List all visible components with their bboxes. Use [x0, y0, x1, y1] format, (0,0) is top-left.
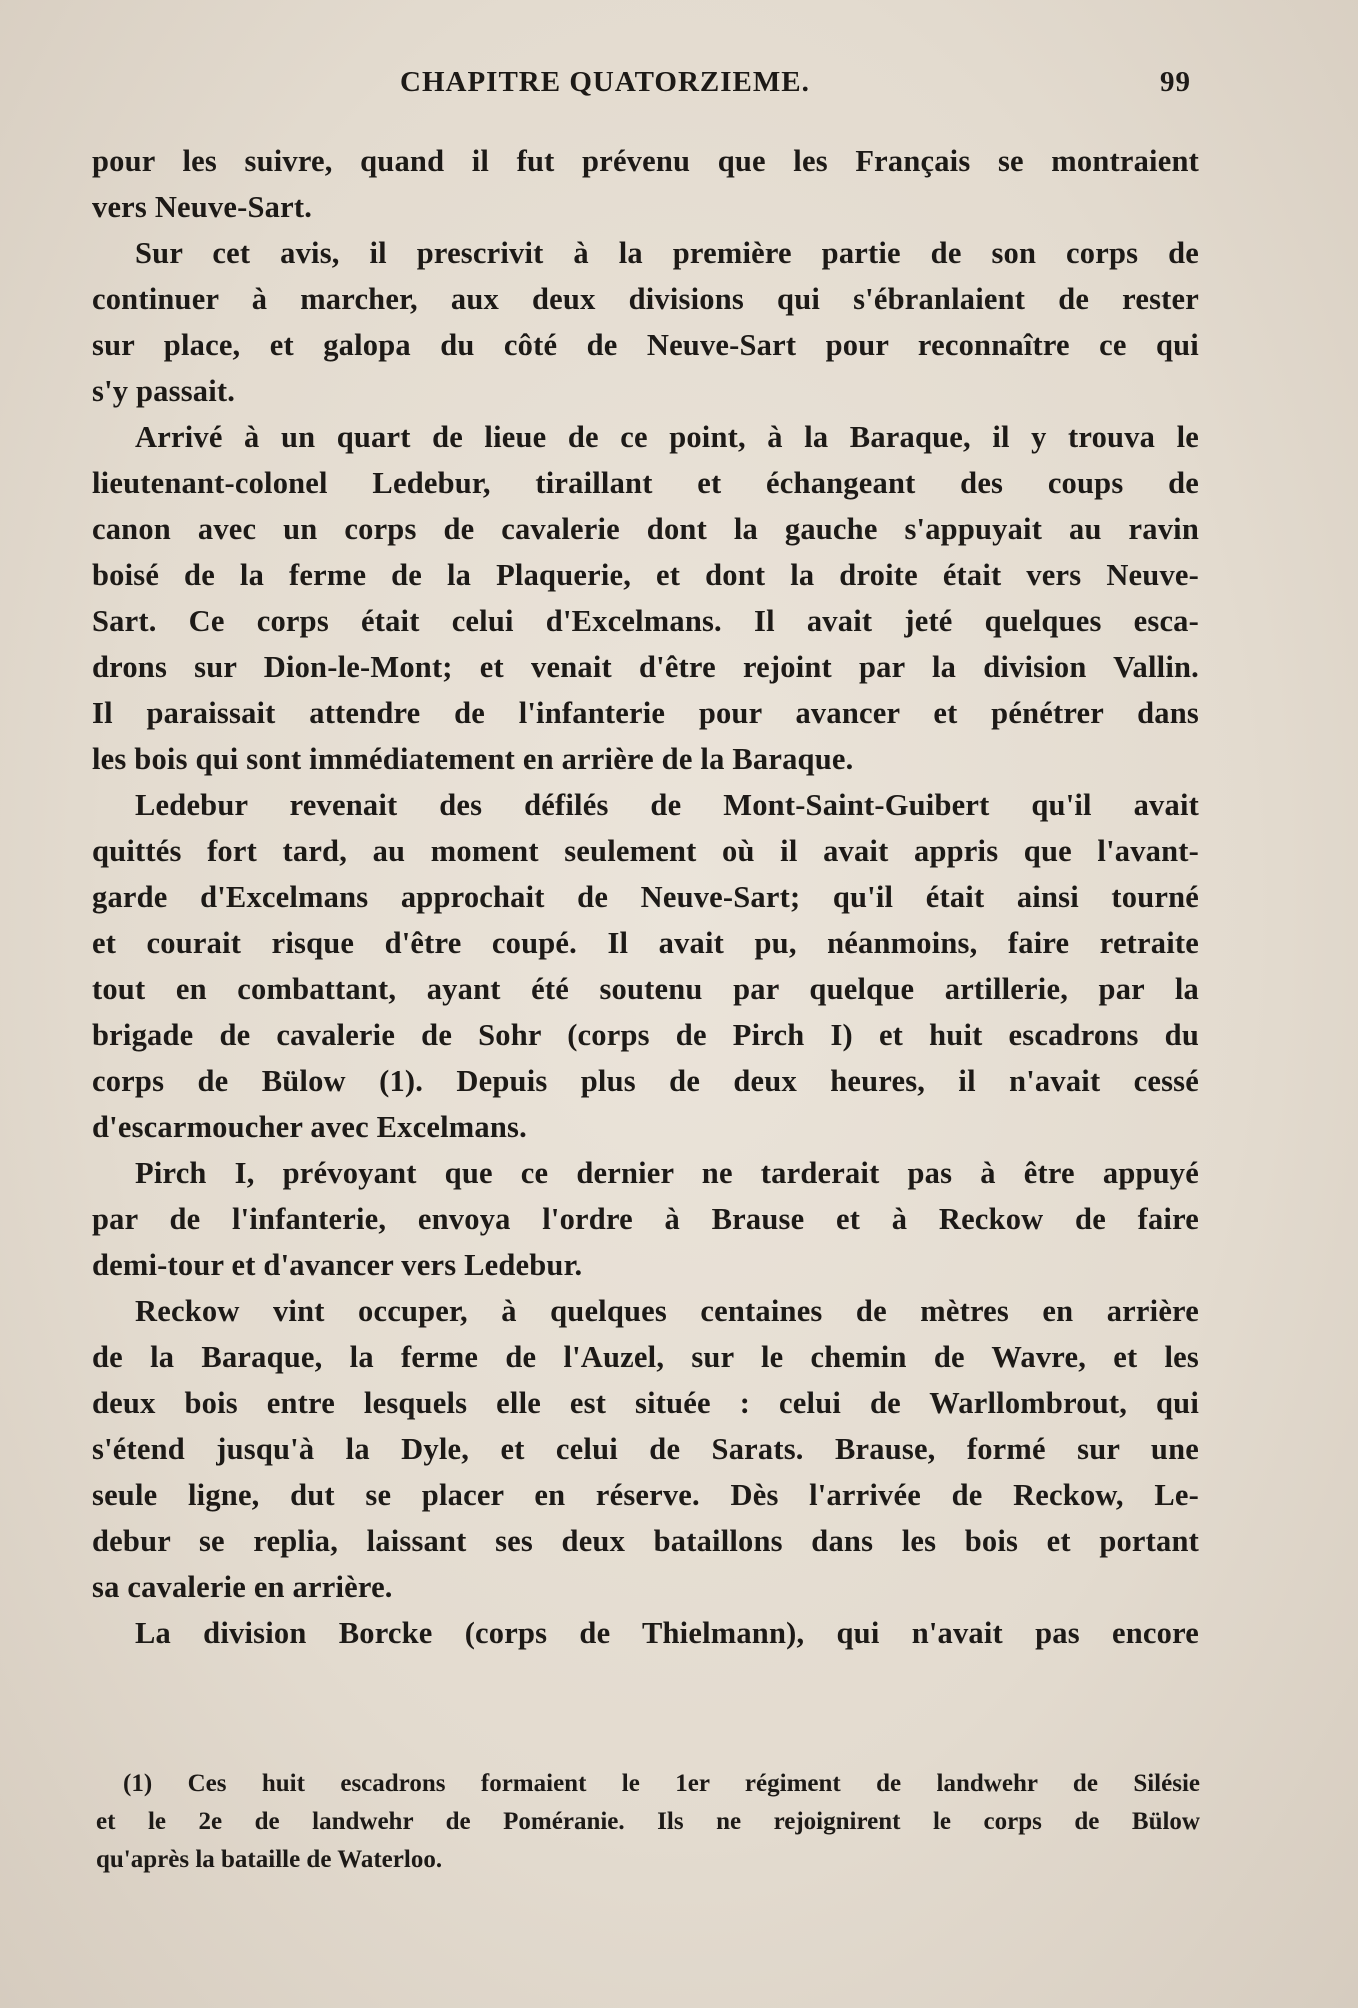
text-line: pour les suivre, quand il fut prévenu que les Français se montraient	[92, 144, 1199, 178]
footnote-line: (1) Ces huit escadrons formaient le 1er régiment de landwehr de Silésie	[123, 1770, 1200, 1797]
page-number: 99	[1160, 66, 1191, 98]
text-line: demi-tour et d'avancer vers Ledebur.	[92, 1248, 583, 1282]
text-line: brigade de cavalerie de Sohr (corps de Pirch I) et huit escadrons du	[92, 1018, 1199, 1052]
text-line: Reckow vint occuper, à quelques centaines de mètres en arrière	[135, 1294, 1199, 1328]
text-line: s'étend jusqu'à la Dyle, et celui de Sarats. Brause, formé sur une	[92, 1432, 1199, 1466]
text-line: vers Neuve-Sart.	[92, 190, 313, 224]
text-line: lieutenant-colonel Ledebur, tiraillant et échangeant des coups de	[92, 466, 1199, 500]
text-line: La division Borcke (corps de Thielmann), qui n'avait pas encore	[135, 1616, 1199, 1650]
text-line: sa cavalerie en arrière.	[92, 1570, 393, 1604]
text-line: deux bois entre lesquels elle est située : celui de Warllombrout, qui	[92, 1386, 1199, 1420]
text-line: Sart. Ce corps était celui d'Excelmans. Il avait jeté quelques esca-	[92, 604, 1199, 638]
text-line: Sur cet avis, il prescrivit à la première partie de son corps de	[135, 236, 1199, 270]
text-line: canon avec un corps de cavalerie dont la gauche s'appuyait au ravin	[92, 512, 1199, 546]
text-line: Arrivé à un quart de lieue de ce point, à la Baraque, il y trouva le	[135, 420, 1199, 454]
text-line: continuer à marcher, aux deux divisions qui s'ébranlaient de rester	[92, 282, 1199, 316]
text-line: par de l'infanterie, envoya l'ordre à Brause et à Reckow de faire	[92, 1202, 1199, 1236]
text-line: sur place, et galopa du côté de Neuve-Sart pour reconnaître ce qui	[92, 328, 1199, 362]
text-line: boisé de la ferme de la Plaquerie, et dont la droite était vers Neuve-	[92, 558, 1199, 592]
text-line: de la Baraque, la ferme de l'Auzel, sur le chemin de Wavre, et les	[92, 1340, 1199, 1374]
text-line: garde d'Excelmans approchait de Neuve-Sart; qu'il était ainsi tourné	[92, 880, 1199, 914]
text-line: debur se replia, laissant ses deux bataillons dans les bois et portant	[92, 1524, 1199, 1558]
text-line: d'escarmoucher avec Excelmans.	[92, 1110, 527, 1144]
footnote-line: qu'après la bataille de Waterloo.	[96, 1846, 443, 1873]
text-line: drons sur Dion-le-Mont; et venait d'être rejoint par la division Vallin.	[92, 650, 1199, 684]
text-line: quittés fort tard, au moment seulement où il avait appris que l'avant-	[92, 834, 1199, 868]
text-line: Pirch I, prévoyant que ce dernier ne tarderait pas à être appuyé	[135, 1156, 1199, 1190]
text-line: corps de Bülow (1). Depuis plus de deux heures, il n'avait cessé	[92, 1064, 1199, 1098]
text-line: seule ligne, dut se placer en réserve. Dès l'arrivée de Reckow, Le-	[92, 1478, 1199, 1512]
footnote-line: et le 2e de landwehr de Poméranie. Ils ne rejoignirent le corps de Bülow	[96, 1808, 1200, 1835]
text-line: tout en combattant, ayant été soutenu par quelque artillerie, par la	[92, 972, 1199, 1006]
running-head: CHAPITRE QUATORZIEME.	[400, 66, 810, 98]
text-line: Il paraissait attendre de l'infanterie pour avancer et pénétrer dans	[92, 696, 1199, 730]
text-line: s'y passait.	[92, 374, 236, 408]
text-line: les bois qui sont immédiatement en arrière de la Baraque.	[92, 742, 854, 776]
text-line: Ledebur revenait des défilés de Mont-Saint-Guibert qu'il avait	[135, 788, 1199, 822]
text-line: et courait risque d'être coupé. Il avait pu, néanmoins, faire retraite	[92, 926, 1199, 960]
